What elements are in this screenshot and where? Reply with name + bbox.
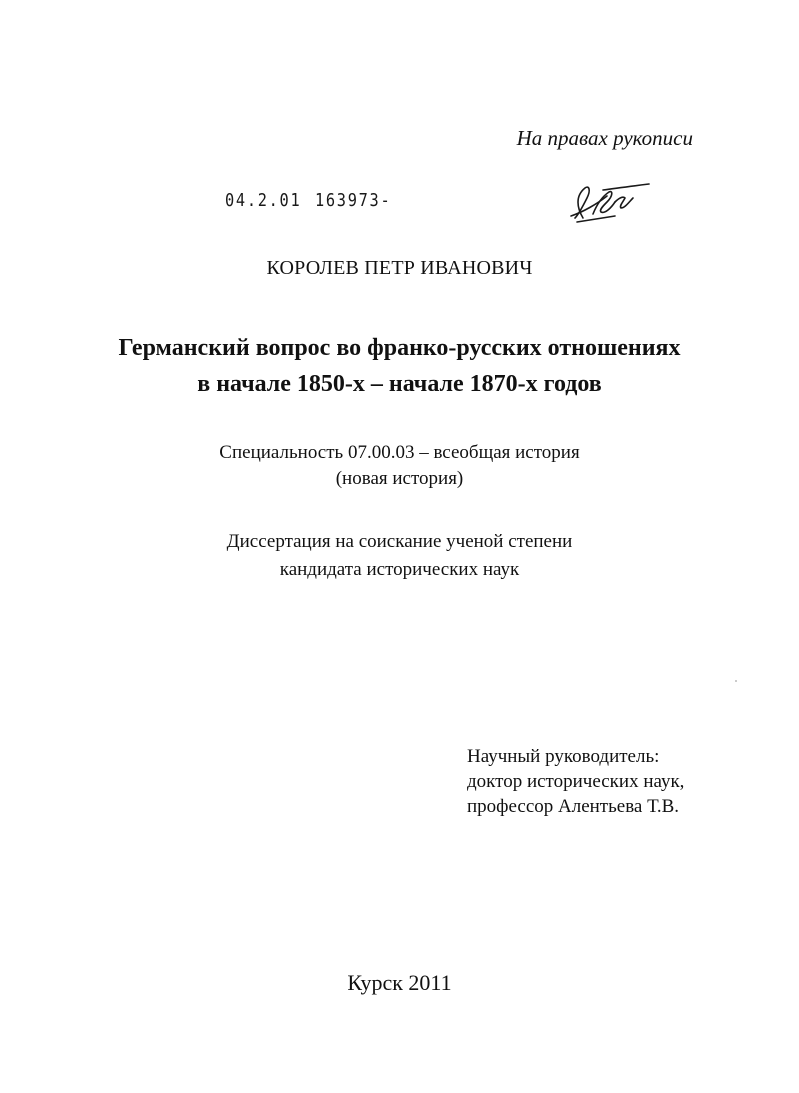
degree-line-2: кандидата исторических наук — [279, 559, 520, 580]
specialty — [0, 440, 799, 492]
dissertation-title — [0, 330, 799, 402]
signature-icon — [563, 178, 653, 226]
advisor-line-3: профессор Алентьева Т.В. — [467, 796, 679, 817]
specialty-line-2: (новая история) — [335, 468, 464, 489]
place-and-year: Курск 2011 — [347, 970, 452, 995]
archive-stamp — [225, 190, 391, 211]
manuscript-note: На правах рукописи — [516, 126, 693, 150]
scan-speck — [735, 680, 737, 682]
title-line-2: в начале 1850-х – начале 1870-х годов — [197, 371, 602, 397]
degree-line-1: Диссертация на соискание ученой степени — [226, 531, 573, 552]
author-name: КОРОЛЕВ ПЕТР ИВАНОВИЧ — [266, 257, 533, 279]
title-line-1: Германский вопрос во франко-русских отношениях — [118, 335, 681, 361]
specialty-line-1: Специальность 07.00.03 – всеобщая история — [219, 442, 580, 463]
archive-stamp-number: 163973 — [314, 190, 381, 211]
archive-stamp-suffix: - — [380, 190, 392, 211]
advisor-line-1: Научный руководитель: — [467, 746, 660, 767]
archive-stamp-code: 04.2.01 — [225, 190, 302, 211]
degree-statement — [0, 528, 799, 584]
scientific-advisor — [467, 744, 684, 819]
advisor-line-2: доктор исторических наук, — [467, 771, 685, 792]
